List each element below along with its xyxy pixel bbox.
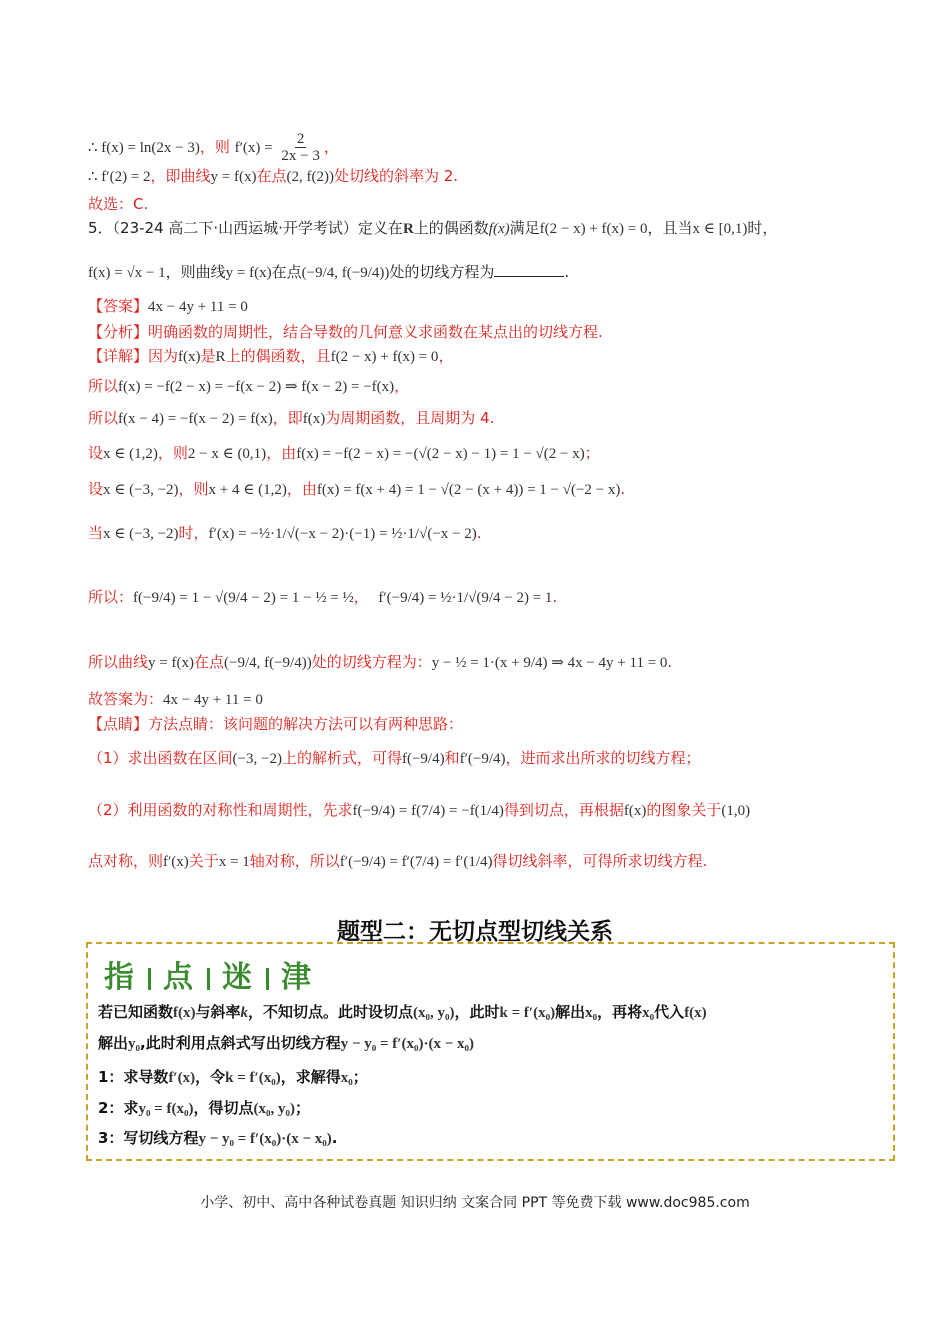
text: 5．（23-24 高二下·山西运城·开学考试）定义在 — [88, 219, 403, 237]
text: 与斜率 — [195, 1003, 241, 1021]
math-expr: x₀ — [585, 1005, 598, 1021]
text: 在点 — [271, 263, 302, 281]
text: 设 — [88, 480, 104, 498]
tip-label: 【点睛】 — [88, 715, 149, 733]
box-step-1 — [98, 1066, 368, 1089]
math-expr: f(x) = f(x + 4) = 1 − √(2 − (x + 4)) = 1 − √(−2 − x) — [316, 482, 621, 498]
text: 得到切点，再根据 — [503, 801, 624, 819]
fraction — [279, 131, 321, 164]
question-5-stem — [88, 217, 777, 240]
math-expr: f(x) = −f(2 − x) = −(√(2 − x) − 1) = 1 − √(2 − x) — [296, 446, 585, 462]
text: ，由 — [266, 444, 297, 462]
solution-line-2 — [88, 165, 458, 188]
math-expr: x₀ — [340, 1070, 353, 1086]
math-expr: k = f′(x₀) — [225, 1070, 281, 1086]
detail-line-7 — [88, 586, 557, 609]
math-expr: f(x) — [684, 1005, 707, 1021]
math-expr: (−3, −2) — [232, 751, 282, 767]
text: 处的切线方程为 — [389, 263, 495, 281]
text: 因为 — [148, 347, 179, 365]
text: . — [476, 524, 482, 542]
text: 点对称，则 — [88, 852, 164, 870]
text: ，由 — [286, 480, 317, 498]
text: ， — [323, 138, 339, 156]
text: ，再将 — [597, 1003, 643, 1021]
tip-line-3 — [88, 850, 707, 873]
tip-line-1 — [88, 747, 701, 770]
text: ，则 — [178, 480, 209, 498]
analysis-line — [88, 321, 603, 343]
text: ，不知切点。此时设切点 — [248, 1003, 414, 1021]
detail-line-8 — [88, 651, 672, 674]
math-expr: x₀ — [642, 1005, 655, 1021]
math-expr: f(x − 4) = −f(x − 2) = f(x) — [118, 411, 273, 427]
math-expr: x ∈ (−3, −2) — [103, 482, 179, 498]
text: 在点 — [256, 167, 287, 185]
math-expr: f(2 − x) + f(x) = 0 — [539, 221, 648, 237]
math-expr: f(x) — [178, 349, 201, 365]
text: ，进而求出所求的切线方程； — [505, 749, 701, 767]
heading-char: 津 — [281, 960, 313, 995]
math-expr: f′(−9/4) — [459, 751, 506, 767]
text: . — [667, 653, 673, 671]
text: 设 — [88, 444, 104, 462]
text: ，即 — [272, 409, 303, 427]
math-expr: x = 1 — [218, 854, 250, 870]
text: ， — [353, 588, 369, 606]
text: ，此时 — [454, 1003, 500, 1021]
divider — [266, 968, 269, 990]
math-expr: f(−9/4) = 1 − √(9/4 − 2) = 1 − ½ = ½ — [133, 590, 354, 606]
text: 处切线的斜率为 2. — [334, 167, 459, 185]
analysis-text: 明确函数的周期性，结合导数的几何意义求函数在某点出的切线方程. — [148, 323, 603, 341]
numerator: 2 — [296, 131, 305, 147]
math-expr: y = f(x) — [225, 265, 272, 281]
text: 和 — [444, 749, 460, 767]
text: 关于 — [188, 852, 219, 870]
math-expr: (−9/4, f(−9/4)) — [301, 265, 390, 281]
math-expr: x ∈ (1,2) — [103, 446, 158, 462]
math-expr: f(−9/4) = f(7/4) = −f(1/4) — [352, 803, 504, 819]
tip-line — [88, 713, 463, 735]
solution-line-1 — [88, 131, 339, 164]
detail-line-3 — [88, 407, 494, 430]
text: ，得切点 — [193, 1099, 254, 1117]
text: 时， — [178, 524, 209, 542]
math-expr: y − y₀ = f′(x₀)·(x − x₀) — [198, 1131, 332, 1147]
text: ； — [294, 1099, 310, 1117]
text: ， — [438, 347, 454, 365]
box-step-3 — [98, 1127, 338, 1150]
detail-line-4 — [88, 442, 600, 465]
text: 3：写切线方程 — [98, 1129, 199, 1147]
math-expr: f(x) = √x − 1 — [88, 265, 166, 281]
text: ； — [352, 1068, 368, 1086]
math-expr: (−9/4, f(−9/4)) — [223, 655, 312, 671]
math-expr: f′(x) — [168, 1070, 196, 1086]
math-expr: f′(x) = −½·1/√(−x − 2)·(−1) = ½·1/√(−x − 2) — [208, 526, 477, 542]
question-5-stem-2 — [88, 261, 569, 284]
tip-line-2 — [88, 799, 750, 822]
detail-line-2 — [88, 375, 409, 398]
text: （1）求出函数在区间 — [88, 749, 233, 767]
math-expr: y − y₀ = f′(x₀)·(x − x₀) — [340, 1036, 475, 1052]
text: 代入 — [654, 1003, 685, 1021]
math-R: R — [402, 221, 414, 237]
detail-line-9 — [88, 688, 263, 711]
text: ，即曲线 — [150, 167, 211, 185]
analysis-label: 【分析】 — [88, 323, 149, 341]
divider — [148, 968, 151, 990]
math-expr: (2, f(2)) — [286, 169, 334, 185]
section-title: 题型二：无切点型切线关系 — [337, 919, 613, 945]
math-expr: k — [240, 1005, 249, 1021]
text: 所以 — [88, 377, 119, 395]
math-expr: (x₀, y₀) — [413, 1005, 455, 1021]
text: ,此时利用点斜式写出切线方程 — [140, 1034, 341, 1052]
text: 的图象关于 — [646, 801, 722, 819]
tip-text: 方法点睛：该问题的解决方法可以有两种思路： — [148, 715, 464, 733]
text: ，则曲线 — [165, 263, 226, 281]
denominator: 2x − 3 — [281, 148, 320, 164]
math-expr: f(x) = −f(2 − x) = −f(x − 2) ⇒ f(x − 2) = −f(x) — [118, 379, 395, 395]
box-para-2 — [98, 1032, 474, 1055]
box-step-2 — [98, 1097, 310, 1120]
text: . — [564, 263, 570, 281]
heading-char: 点 — [163, 960, 195, 995]
math-expr: f′(x) — [163, 854, 189, 870]
math-R: R — [215, 349, 226, 365]
detail-line-1 — [88, 345, 453, 368]
text: 故答案为： — [88, 690, 164, 708]
math-expr: f′(−9/4) = f′(7/4) = f′(1/4) — [339, 854, 493, 870]
text: 解出 — [98, 1034, 129, 1052]
text: 1：求导数 — [98, 1068, 169, 1086]
text: ； — [584, 444, 600, 462]
choice-line: 故选：C. — [88, 195, 149, 213]
detail-line-6 — [88, 522, 482, 545]
text: 得切线斜率，可得所求切线方程. — [492, 852, 708, 870]
text: ，且当 — [647, 219, 693, 237]
text: 所以 — [88, 409, 119, 427]
answer-value: 4x − 4y + 11 = 0 — [148, 299, 248, 315]
detail-label: 【详解】 — [88, 347, 149, 365]
text: ，求解得 — [280, 1068, 341, 1086]
text: 所以曲线 — [88, 653, 149, 671]
math-expr: y = f(x) — [148, 655, 194, 671]
text: 上的偶函数，且 — [225, 347, 331, 365]
answer-line — [88, 295, 248, 318]
detail-line-5 — [88, 478, 625, 501]
math-expr: f(x) — [302, 411, 326, 427]
math-expr: f(x) — [173, 1005, 196, 1021]
math-expr: x + 4 ∈ (1,2) — [208, 482, 287, 498]
math-expr: 4x − 4y + 11 = 0 — [163, 692, 263, 708]
text: （2）利用函数的对称性和周期性，先求 — [88, 801, 353, 819]
box-para-1 — [98, 1001, 707, 1024]
text: 解出 — [555, 1003, 586, 1021]
text: 为周期函数，且周期为 4. — [325, 409, 495, 427]
text: . — [552, 588, 558, 606]
math-expr: f(x) — [623, 803, 647, 819]
answer-blank — [494, 262, 564, 277]
text: 当 — [88, 524, 104, 542]
math-expr: (1,0) — [721, 803, 751, 819]
math-expr: 2 − x ∈ (0,1) — [187, 446, 267, 462]
math-expr: y = f(x) — [210, 169, 257, 185]
math-expr: y − ½ = 1·(x + 9/4) ⇒ 4x − 4y + 11 = 0 — [431, 655, 668, 671]
text: 若已知函数 — [98, 1003, 174, 1021]
text: 上的解析式，可得 — [281, 749, 402, 767]
text: ，则 — [199, 138, 230, 156]
text: 时， — [747, 219, 778, 237]
text: 满足 — [509, 219, 540, 237]
text: ，令 — [195, 1068, 226, 1086]
math-expr: ∴ f′(2) = 2 — [88, 169, 151, 185]
divider — [207, 968, 210, 990]
answer-label: 【答案】 — [88, 297, 149, 315]
text: 轴对称，所以 — [249, 852, 340, 870]
text: 所以： — [88, 588, 134, 606]
text: . — [331, 1129, 338, 1147]
math-expr: x ∈ (−3, −2) — [103, 526, 179, 542]
text: ，则 — [157, 444, 188, 462]
text: 是 — [200, 347, 216, 365]
math-expr: f′(−9/4) = ½·1/√(9/4 − 2) = 1 — [378, 590, 553, 606]
footer: 小学、初中、高中各种试卷真题 知识归纳 文案合同 PPT 等免费下载 www.doc985.com — [200, 1195, 750, 1211]
text: 在点 — [193, 653, 224, 671]
math-expr: f(x) — [488, 221, 510, 237]
math-expr: y₀ — [128, 1036, 141, 1052]
math-expr: f(−9/4) — [401, 751, 445, 767]
heading-char: 指 — [104, 960, 136, 995]
text: ， — [394, 377, 410, 395]
text: 上的偶函数 — [413, 219, 489, 237]
math-expr: (x₀, y₀) — [253, 1101, 295, 1117]
math-expr: f′(x) = — [234, 140, 273, 156]
text: . — [620, 480, 626, 498]
math-expr: f(2 − x) + f(x) = 0 — [330, 349, 439, 365]
math-expr: k = f′(x₀) — [499, 1005, 556, 1021]
box-heading — [104, 952, 313, 996]
math-expr: y₀ = f(x₀) — [138, 1101, 194, 1117]
text: 2：求 — [98, 1099, 139, 1117]
heading-char: 迷 — [222, 960, 254, 995]
math-expr: x ∈ [0,1) — [692, 221, 748, 237]
text: 处的切线方程为： — [311, 653, 432, 671]
math-expr: ∴ f(x) = ln(2x − 3) — [88, 140, 200, 156]
